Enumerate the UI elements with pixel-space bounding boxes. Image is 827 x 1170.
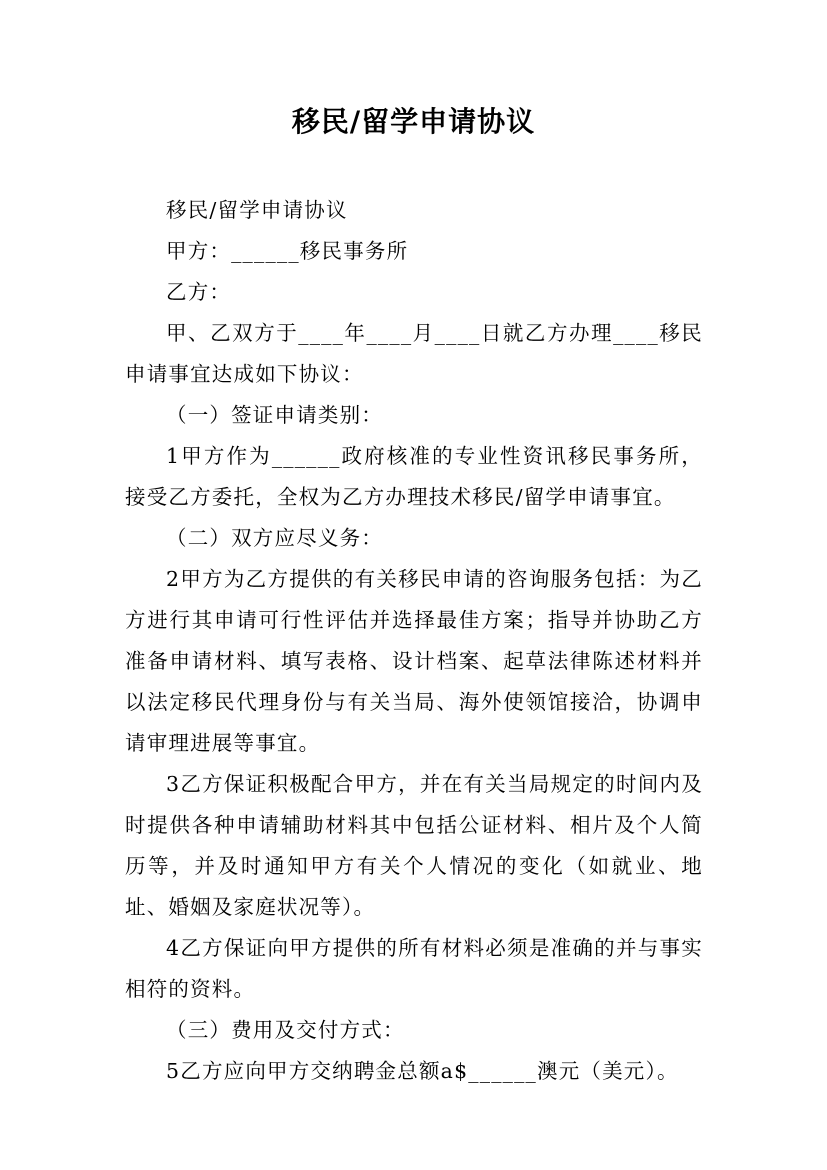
paragraph-clause-1: 1甲方作为______政府核准的专业性资讯移民事务所，接受乙方委托，全权为乙方办理技术移民/留学申请事宜。	[125, 444, 703, 509]
paragraph-clause-3: 3乙方保证积极配合甲方，并在有关当局规定的时间内及时提供各种申请辅助材料其中包括公证材料、相片及个人简历等，并及时通知甲方有关个人情况的变化（如就业、地址、婚姻及家庭状况等）。	[125, 772, 703, 919]
document-title: 移民/留学申请协议	[291, 105, 536, 138]
section-heading-fees: （三）费用及交付方式：	[166, 1018, 405, 1042]
paragraph-subtitle: 移民/留学申请协议	[166, 198, 348, 222]
document-body	[125, 190, 703, 1092]
section-heading-visa-type: （一）签证申请类别：	[166, 403, 383, 427]
paragraph-party-a: 甲方：______移民事务所	[166, 239, 409, 263]
paragraph-clause-2: 2甲方为乙方提供的有关移民申请的咨询服务包括：为乙方进行其申请可行性评估并选择最佳方案；指导并协助乙方准备申请材料、填写表格、设计档案、起草法律陈述材料并以法定移民代理身份与有关当局、海外使领馆接洽，协调申请审理进展等事宜。	[125, 567, 703, 755]
section-heading-obligations: （二）双方应尽义务：	[166, 526, 383, 550]
paragraph-clause-5: 5乙方应向甲方交纳聘金总额a$______澳元（美元）。	[166, 1059, 679, 1083]
paragraph-clause-4: 4乙方保证向甲方提供的所有材料必须是准确的并与事实相符的资料。	[125, 936, 703, 1001]
paragraph-agreement-intro: 甲、乙双方于____年____月____日就乙方办理____移民申请事宜达成如下协议：	[125, 321, 703, 386]
paragraph-party-b: 乙方：	[166, 280, 232, 304]
